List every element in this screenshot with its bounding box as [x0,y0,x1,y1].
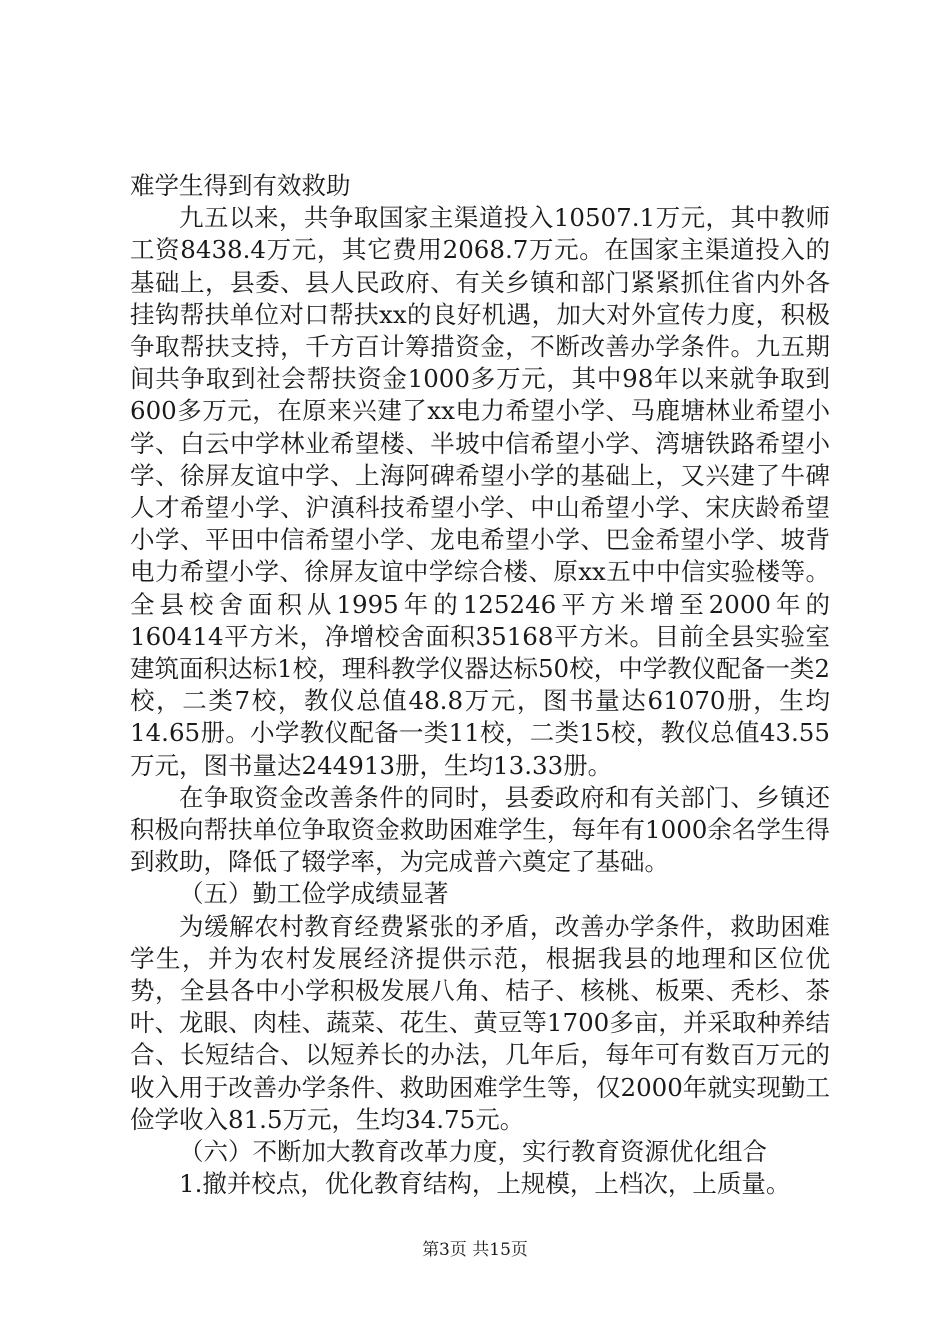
page-footer [0,1240,950,1260]
paragraph-work-study: 为缓解农村教育经费紧张的矛盾，改善办学条件，救助困难学生，并为农村发展经济提供示范，根据我县的地理和区位优势，全县各中小学积极发展八角、桔子、核桃、板栗、秃杉、茶叶、龙眼、肉桂、蔬菜、花生、黄豆等1700多亩，并采取种养结合、长短结合、以短养长的办法，几年后，每年可有数百万元的收入用于改善办学条件、救助困难学生等，仅2000年就实现勤工俭学收入81.5万元，生均34.75元。 [130,911,830,1134]
paragraph-funding: 九五以来，共争取国家主渠道投入10507.1万元，其中教师工资8438.4万元，其它费用2068.7万元。在国家主渠道投入的基础上，县委、县人民政府、有关乡镇和部门紧紧抓住省内外各挂钩帮扶单位对口帮扶xx的良好机遇，加大对外宣传力度，积极争取帮扶支持，千方百计筹措资金，不断改善办学条件。九五期间共争取到社会帮扶资金1000多万元，其中98年以来就争取到600多万元，在原来兴建了xx电力希望小学、马鹿塘林业希望小学、白云中学林业希望楼、半坡中信希望小学、湾塘铁路希望小学、徐屏友谊中学、上海阿碑希望小学的基础上，又兴建了牛碑人才希望小学、沪滇科技希望小学、中山希望小学、宋庆龄希望小学、平田中信希望小学、龙电希望小学、巴金希望小学、坡背电力希望小学、徐屏友谊中学综合楼、原xx五中中信实验楼等。全县校舍面积从1995年的125246平方米增至2000年的160414平方米，净增校舍面积35168平方米。目前全县实验室建筑面积达标1校，理科教学仪器达标50校，中学教仪配备一类2校，二类7校，教仪总值48.8万元，图书量达61070册，生均14.65册。小学教仪配备一类11校，二类15校，教仪总值43.55万元，图书量达244913册，生均13.33册。 [130,203,830,780]
subsection-item-one: 1.撤并校点，优化教育结构，上规模，上档次，上质量。 [179,1169,791,1199]
body-text [130,170,830,1201]
paragraph-continuation: 难学生得到有效救助 [130,171,351,200]
page-number: 第3页 共15页 [422,1240,528,1260]
section-heading-six: （六）不断加大教育改革力度，实行教育资源优化组合 [179,1137,767,1167]
paragraph-student-aid: 在争取资金改善条件的同时，县委政府和有关部门、乡镇还积极向帮扶单位争取资金救助困难学生，每年有1000余名学生得到救助，降低了辍学率，为完成普六奠定了基础。 [130,782,830,877]
section-heading-five: （五）勤工俭学成绩显著 [179,879,449,909]
